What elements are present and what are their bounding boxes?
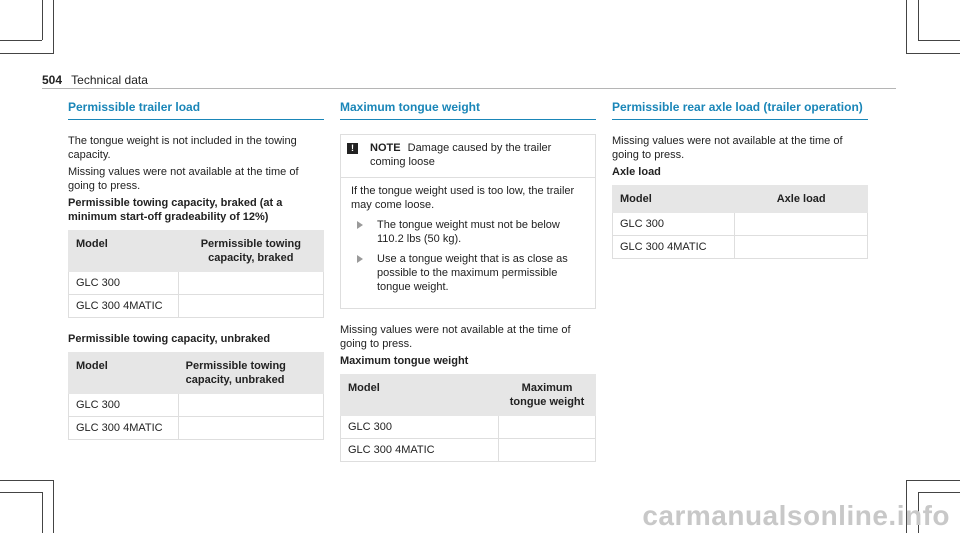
header-rule bbox=[42, 88, 896, 89]
crop-mark bbox=[0, 492, 42, 493]
step-text: The tongue weight must not be below 110.2 lbs (50 kg). bbox=[377, 219, 560, 245]
table-title: Permissible towing capacity, unbraked bbox=[68, 333, 271, 345]
column-header-value: Permissible towing capacity, unbraked bbox=[178, 353, 323, 394]
note-header bbox=[341, 135, 595, 178]
section-heading: Permissible rear axle load (trailer operation) bbox=[612, 100, 868, 120]
crop-mark bbox=[42, 492, 43, 533]
column-rear-axle-load bbox=[612, 100, 868, 273]
column-tongue-weight bbox=[340, 100, 596, 476]
note-text: Damage caused by the trailer coming loose bbox=[370, 142, 552, 168]
page-number: 504 bbox=[42, 73, 63, 87]
crop-mark bbox=[906, 53, 960, 54]
paragraph: The tongue weight is not included in the towing capacity. bbox=[68, 135, 297, 161]
crop-mark bbox=[918, 492, 960, 493]
table-row bbox=[613, 236, 868, 259]
cell-model: GLC 300 4MATIC bbox=[69, 295, 179, 318]
column-header-value: Axle load bbox=[735, 186, 868, 213]
section-title: Technical data bbox=[71, 73, 148, 87]
cell-model: GLC 300 bbox=[341, 416, 499, 439]
column-header-model: Model bbox=[69, 231, 179, 272]
cell-value bbox=[178, 394, 323, 417]
column-header-value: Permissible towing capacity, braked bbox=[178, 231, 323, 272]
table-header-row bbox=[69, 231, 324, 272]
watermark: carmanualsonline.info bbox=[642, 500, 950, 531]
cell-value bbox=[735, 236, 868, 259]
crop-mark bbox=[53, 480, 54, 533]
note-paragraph: If the tongue weight used is too low, the trailer may come loose. bbox=[351, 185, 575, 211]
step-text: Use a tongue weight that is as close as possible to the maximum permissible tongue weight. bbox=[377, 253, 568, 293]
table-title: Maximum tongue weight bbox=[340, 355, 469, 367]
paragraph: Missing values were not available at the time of going to press. bbox=[68, 166, 299, 192]
crop-mark bbox=[0, 40, 42, 41]
cell-model: GLC 300 4MATIC bbox=[613, 236, 735, 259]
table-row bbox=[341, 439, 596, 462]
tongue-weight-table bbox=[340, 374, 596, 462]
column-header-model: Model bbox=[613, 186, 735, 213]
cell-value bbox=[735, 213, 868, 236]
note-title: NOTE bbox=[370, 142, 401, 154]
table-row bbox=[69, 272, 324, 295]
paragraph: Missing values were not available at the time of going to press. bbox=[612, 135, 843, 161]
cell-value bbox=[178, 417, 323, 440]
crop-mark bbox=[0, 53, 54, 54]
cell-model: GLC 300 bbox=[69, 394, 179, 417]
braked-capacity-table bbox=[68, 230, 324, 318]
column-header-model: Model bbox=[341, 375, 499, 416]
warning-icon: ! bbox=[347, 143, 358, 154]
cell-model: GLC 300 4MATIC bbox=[341, 439, 499, 462]
cell-value bbox=[499, 416, 596, 439]
note-body bbox=[341, 178, 595, 308]
table-row bbox=[69, 417, 324, 440]
unbraked-capacity-table bbox=[68, 352, 324, 440]
arrow-right-icon bbox=[357, 255, 363, 263]
crop-mark bbox=[906, 480, 960, 481]
table-header-row bbox=[613, 186, 868, 213]
column-header-model: Model bbox=[69, 353, 179, 394]
column-header-value: Maximum tongue weight bbox=[499, 375, 596, 416]
table-row bbox=[341, 416, 596, 439]
cell-model: GLC 300 bbox=[69, 272, 179, 295]
note-box bbox=[340, 134, 596, 309]
cell-model: GLC 300 4MATIC bbox=[69, 417, 179, 440]
arrow-right-icon bbox=[357, 221, 363, 229]
cell-value bbox=[178, 295, 323, 318]
paragraph: Missing values were not available at the time of going to press. bbox=[340, 324, 571, 350]
table-row bbox=[69, 295, 324, 318]
crop-mark bbox=[0, 480, 54, 481]
table-header-row bbox=[69, 353, 324, 394]
section-heading: Permissible trailer load bbox=[68, 100, 324, 120]
table-row bbox=[613, 213, 868, 236]
page-header bbox=[42, 73, 148, 87]
table-row bbox=[69, 394, 324, 417]
column-trailer-load bbox=[68, 100, 324, 454]
crop-mark bbox=[42, 0, 43, 40]
section-heading: Maximum tongue weight bbox=[340, 100, 596, 120]
cell-value bbox=[499, 439, 596, 462]
axle-load-table bbox=[612, 185, 868, 259]
crop-mark bbox=[918, 40, 960, 41]
crop-mark bbox=[906, 0, 907, 54]
crop-mark bbox=[53, 0, 54, 54]
table-title: Axle load bbox=[612, 166, 661, 178]
cell-model: GLC 300 bbox=[613, 213, 735, 236]
instruction-step bbox=[357, 252, 585, 294]
cell-value bbox=[178, 272, 323, 295]
crop-mark bbox=[918, 0, 919, 40]
table-header-row bbox=[341, 375, 596, 416]
instruction-step bbox=[357, 218, 585, 246]
table-title: Permissible towing capacity, braked (at a minimum start-off gradeability of 12%) bbox=[68, 197, 283, 223]
